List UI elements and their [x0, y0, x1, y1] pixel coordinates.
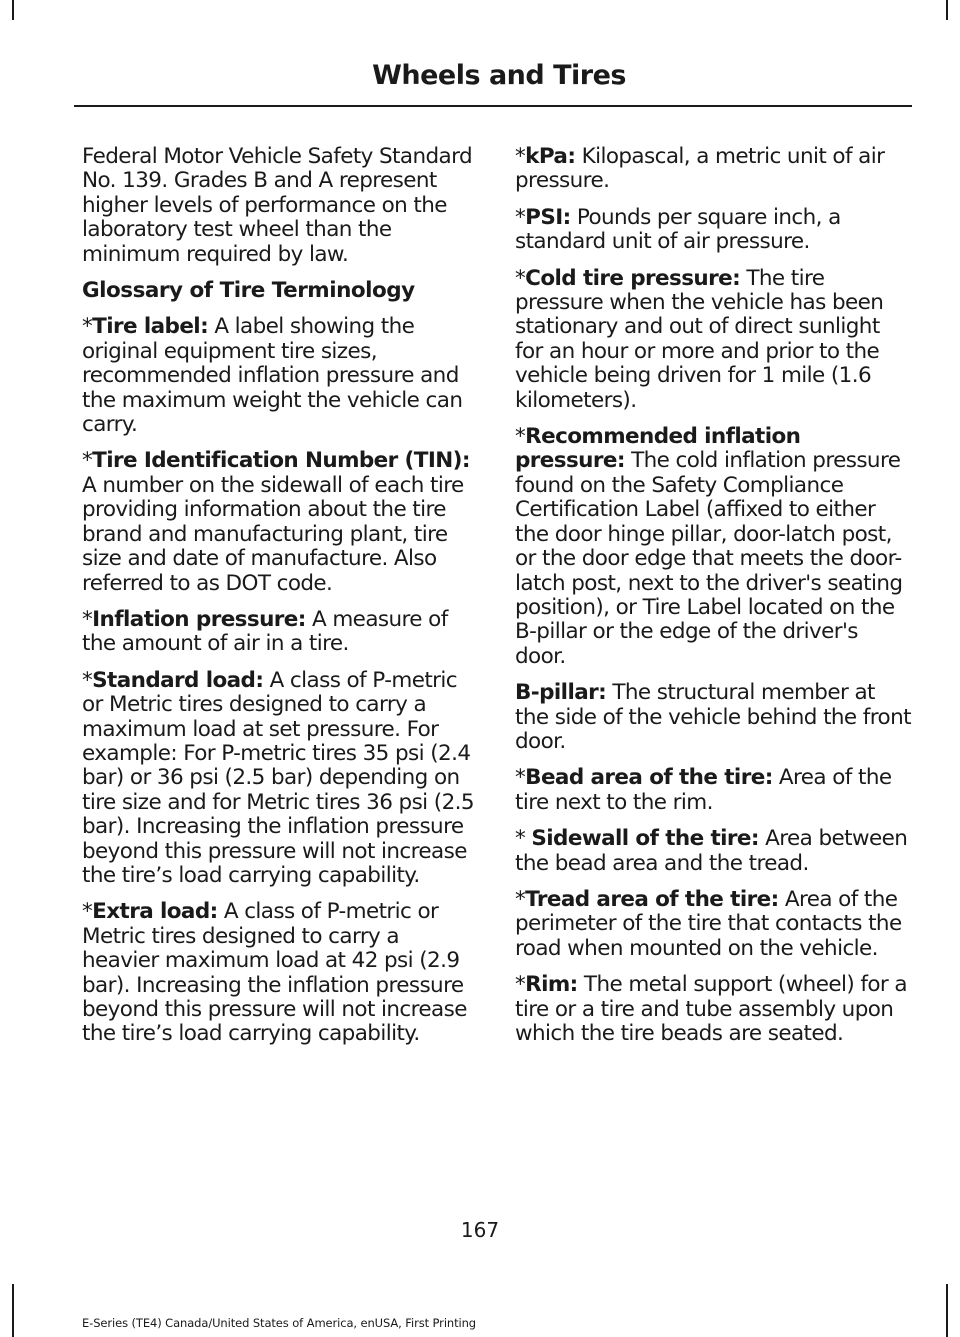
glossary-entry [515, 681, 911, 754]
header-divider [74, 105, 912, 107]
glossary-definition: A class of P-metric or Metric tires designed to carry a maximum load at set pressure. For example: For P-metric tires 35 psi (2.4 bar) or 36 psi (2.5 bar) depending on tire size and for Metric tires 36 psi (2.5 bar). Increasing the inflation pressure beyond this pressure will not increase the tire’s load carrying capability. [82, 667, 474, 888]
glossary-term: Bead area of the tire: [525, 765, 773, 791]
glossary-term: Tread area of the tire: [525, 886, 779, 912]
glossary-definition: Area of the perimeter of the tire that contacts the road when mounted on the vehicle. [515, 886, 902, 961]
glossary-definition: The structural member at the side of the vehicle behind the front door. [515, 680, 911, 754]
page-title: Wheels and Tires [372, 60, 626, 91]
glossary-term: Recommended inflation pressure: [515, 424, 801, 474]
glossary-entry: *Extra load: A class of P-metric or Metric tires designed to carry a heavier maximum load at 42 psi (2.9 bar). Increasing the inflation pressure beyond this pressure will not increase the tire’s load carrying capability. [82, 899, 467, 1047]
glossary-definition: Area of the tire next to the rim. [515, 765, 892, 815]
glossary-definition: The cold inflation pressure found on the Safety Compliance Certification Label (affixed to either the door hinge pillar, door-latch post, or the door edge that meets the door-latch post, next to the driver's seating position), or Tire Label located on the B-pillar or the edge of the driver's door. [515, 448, 903, 669]
glossary-entry: *Standard load: A class of P-metric or Metric tires designed to carry a maximum load at set pressure. For example: For P-metric tires 35 psi (2.4 bar) or 36 psi (2.5 bar) depending on tire size and for Metric tires 36 psi (2.5 bar). Increasing the inflation pressure beyond this pressure will not increase the tire’s load carrying capability. [82, 667, 474, 888]
glossary-definition: The tire pressure when the vehicle has been stationary and out of direct sunlight for an hour or more and prior to the vehicle being driven for 1 mile (1.6 kilometers). [515, 265, 884, 413]
glossary-definition: Pounds per square inch, a standard unit of air pressure. [515, 204, 841, 255]
right-column [515, 145, 911, 1058]
glossary-definition: A number on the sidewall of each tire providing information about the tire brand and manufacturing plant, tire size and date of manufacture. Also referred to as DOT code. [82, 472, 464, 596]
crop-mark-bottom-left [12, 1284, 14, 1337]
glossary-definition: A measure of the amount of air in a tire. [82, 606, 448, 657]
glossary-entry: * Sidewall of the tire: Area between the bead area and the tread. [515, 826, 908, 876]
glossary-term: Rim: [525, 972, 578, 998]
glossary-term: Extra load: [92, 899, 218, 925]
glossary-entry: *Tread area of the tire: Area of the perimeter of the tire that contacts the road when mounted on the vehicle. [515, 886, 902, 961]
glossary-definition: A class of P-metric or Metric tires designed to carry a heavier maximum load at 42 psi (2.9 bar). Increasing the inflation pressure beyond this pressure will not increase the tire’s load carrying capability. [82, 899, 467, 1047]
intro-paragraph: Federal Motor Vehicle Safety Standard No. 139. Grades B and A represent higher levels of performance on the laboratory test wheel than the minimum required by law. [82, 144, 473, 267]
glossary-entry: *Inflation pressure: A measure of the amount of air in a tire. [82, 606, 448, 657]
glossary-definition: The metal support (wheel) for a tire or a tire and tube assembly upon which the tire beads are seated. [515, 972, 907, 1046]
crop-mark-top-left [12, 0, 14, 20]
glossary-term: Sidewall of the tire: [531, 826, 759, 852]
glossary-entry: *Rim: The metal support (wheel) for a tire or a tire and tube assembly upon which the tire beads are seated. [515, 972, 907, 1046]
glossary-definition: Area between the bead area and the tread. [515, 826, 908, 876]
glossary-term: Inflation pressure: [92, 606, 306, 632]
page-number: 167 [460, 1218, 500, 1242]
glossary-term: kPa: [525, 144, 576, 169]
glossary-entry: *Recommended inflation pressure: The cold inflation pressure found on the Safety Compliance Certification Label (affixed to either the door hinge pillar, door-latch post, or the door edge that meets the door-latch post, next to the driver's seating position), or Tire Label located on the B-pillar or the edge of the driver's door. [515, 424, 903, 669]
glossary-term: Tire label: [92, 314, 209, 340]
glossary-definition: Kilopascal, a metric unit of air pressure. [515, 144, 885, 194]
left-column [82, 145, 478, 1059]
glossary-entry: *Tire Identification Number (TIN): A number on the sidewall of each tire providing information about the tire brand and manufacturing plant, tire size and date of manufacture. Also referred to as DOT code. [82, 448, 470, 596]
glossary-definition: A label showing the original equipment tire sizes, recommended inflation pressure and the maximum weight the vehicle can carry. [82, 314, 463, 438]
glossary-term: Cold tire pressure: [525, 265, 741, 291]
glossary-entry: *Cold tire pressure: The tire pressure when the vehicle has been stationary and out of direct sunlight for an hour or more and prior to the vehicle being driven for 1 mile (1.6 kilometers). [515, 265, 884, 413]
crop-mark-bottom-right [946, 1284, 948, 1337]
footer-text: E-Series (TE4) Canada/United States of America, enUSA, First Printing [82, 1316, 476, 1330]
glossary-term: Standard load: [92, 667, 264, 693]
glossary-term: Tire Identification Number (TIN): [92, 448, 470, 474]
glossary-heading: Glossary of Tire Terminology [82, 278, 415, 304]
crop-mark-top-right [946, 0, 948, 20]
glossary-entry: *PSI: Pounds per square inch, a standard unit of air pressure. [515, 204, 841, 255]
glossary-term: PSI: [525, 204, 571, 230]
glossary-entry: *Bead area of the tire: Area of the tire next to the rim. [515, 765, 892, 815]
glossary-entry: *Tire label: A label showing the original equipment tire sizes, recommended inflation pressure and the maximum weight the vehicle can carry. [82, 314, 463, 438]
glossary-entry: *kPa: Kilopascal, a metric unit of air pressure. [515, 144, 885, 194]
glossary-term: B-pillar: [515, 680, 607, 706]
